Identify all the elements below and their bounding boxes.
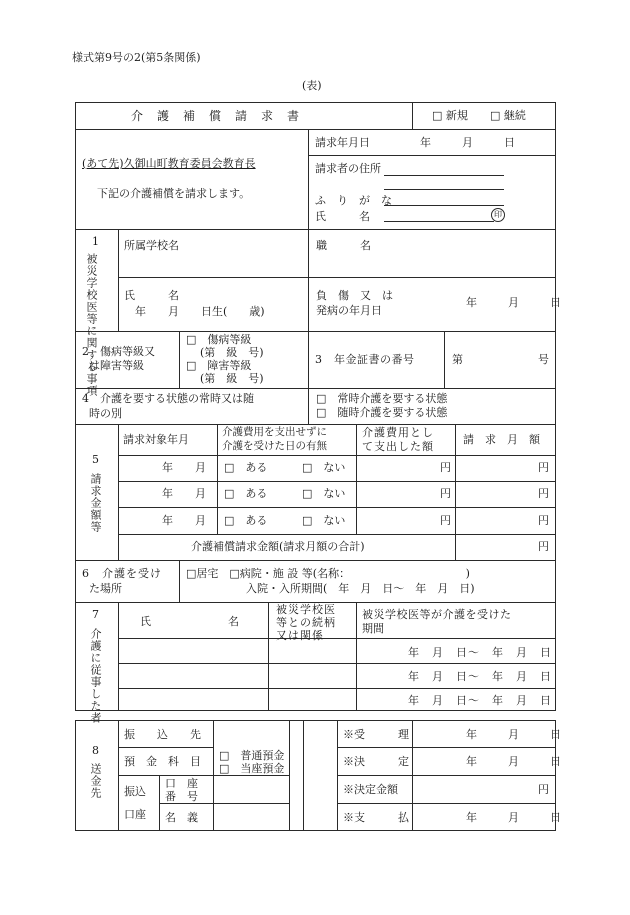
claim-row-month[interactable]: 年 月 bbox=[162, 487, 206, 500]
injury-label-2: 発病の年月日 bbox=[316, 304, 382, 317]
claim-row-month-yen[interactable]: 円 bbox=[538, 487, 549, 500]
rule bbox=[455, 424, 456, 560]
occasional-care-checkbox[interactable]: □ 随時介護を要する状態 bbox=[316, 406, 448, 419]
rule bbox=[179, 331, 180, 388]
rule bbox=[118, 534, 556, 535]
rule bbox=[356, 602, 357, 711]
school-label: 所属学校名 bbox=[124, 239, 179, 252]
request-text: 下記の介護補償を請求します。 bbox=[97, 187, 251, 200]
name-field[interactable] bbox=[384, 221, 494, 222]
rule bbox=[337, 747, 556, 748]
job-label: 職 名 bbox=[316, 239, 371, 252]
rule bbox=[75, 560, 556, 561]
victim-name-label: 氏 名 bbox=[124, 289, 179, 302]
current-deposit-checkbox[interactable]: □ 当座預金 bbox=[219, 762, 285, 775]
section-6-label-2: た場所 bbox=[89, 582, 122, 595]
claim-row-month-yen[interactable]: 円 bbox=[538, 461, 549, 474]
address-field[interactable] bbox=[384, 175, 504, 176]
claim-row-yen[interactable]: 円 bbox=[440, 487, 451, 500]
account-number-label-1: 口 座 bbox=[165, 777, 198, 790]
rule bbox=[159, 775, 160, 831]
section-2-label-1: 2 傷病等級又 bbox=[82, 345, 155, 358]
address-field-2[interactable] bbox=[384, 189, 504, 190]
claim-row-aru[interactable]: □ ある bbox=[224, 487, 268, 500]
transfer-account-label-1: 振込 bbox=[124, 785, 146, 798]
col-care-period-2: 期間 bbox=[362, 622, 384, 635]
col-relation-3: 又は関係 bbox=[276, 629, 324, 642]
rule bbox=[159, 803, 289, 804]
receipt-date: 年 月 日 bbox=[466, 728, 564, 741]
furigana-field[interactable] bbox=[384, 205, 504, 206]
claim-row-aru[interactable]: □ ある bbox=[224, 514, 268, 527]
care-period-row[interactable]: 年 月 日～ 年 月 日 bbox=[408, 646, 552, 659]
rule bbox=[118, 775, 289, 776]
section-5-number: 5 bbox=[92, 453, 99, 466]
rule bbox=[289, 720, 290, 831]
rule bbox=[118, 507, 556, 508]
section-1-number: 1 bbox=[92, 235, 99, 248]
rule bbox=[75, 388, 556, 389]
addressee: (あて先)久御山町教育委員会教育長 bbox=[82, 157, 256, 170]
transfer-account-label-2: 口座 bbox=[124, 808, 146, 821]
furigana-label: ふ り が な bbox=[315, 194, 392, 207]
col-caregiver-name: 氏 名 bbox=[140, 615, 239, 628]
rule bbox=[337, 775, 556, 776]
section-7-number: 7 bbox=[92, 608, 99, 621]
rule bbox=[308, 388, 309, 424]
rule bbox=[356, 424, 357, 534]
care-place-options[interactable]: □居宅 □病院・施 設 等(名称： ) bbox=[186, 567, 470, 580]
rule bbox=[75, 424, 556, 425]
rule bbox=[213, 720, 214, 831]
pension-dai: 第 bbox=[452, 353, 463, 366]
rule bbox=[217, 424, 218, 534]
section-1-title: 被災学校医等に関する事項 bbox=[85, 253, 98, 397]
col-relation-2: 等との続柄 bbox=[276, 616, 336, 629]
rule bbox=[444, 331, 445, 388]
care-period-row[interactable]: 年 月 日～ 年 月 日 bbox=[408, 694, 552, 707]
claim-row-yen[interactable]: 円 bbox=[440, 514, 451, 527]
col-no-expense-b: 介護を受けた日の有無 bbox=[222, 440, 327, 452]
claim-row-month-yen[interactable]: 円 bbox=[538, 514, 549, 527]
col-expense-a: 介護費用とし bbox=[362, 426, 434, 439]
claim-row-nai[interactable]: □ ない bbox=[302, 514, 346, 527]
rule bbox=[308, 129, 309, 331]
constant-care-checkbox[interactable]: □ 常時介護を要する状態 bbox=[316, 392, 448, 405]
rule bbox=[337, 720, 338, 831]
section-4-label-1: 4 介護を要する状態の常時又は随 bbox=[82, 392, 254, 405]
section-7-title: 介護に従事した者 bbox=[89, 628, 102, 724]
name-label: 氏 名 bbox=[315, 210, 370, 223]
new-checkbox[interactable]: □ 新規 bbox=[432, 109, 468, 122]
section-8-number: 8 bbox=[92, 744, 99, 757]
col-expense-b: て支出した額 bbox=[362, 440, 434, 453]
rule bbox=[308, 331, 309, 388]
rule bbox=[75, 229, 556, 230]
decided-amount-label: ※決定金額 bbox=[343, 783, 398, 796]
rule bbox=[412, 102, 413, 129]
claim-date[interactable]: 年 月 日 bbox=[420, 136, 518, 149]
claim-row-month[interactable]: 年 月 bbox=[162, 461, 206, 474]
rule bbox=[75, 331, 556, 332]
rule bbox=[75, 129, 556, 130]
rule bbox=[118, 481, 556, 482]
col-relation-1: 被災学校医 bbox=[276, 603, 336, 616]
section-8-title: 送金先 bbox=[89, 763, 102, 799]
section-4-label-2: 時の別 bbox=[89, 407, 122, 420]
col-claim-month: 請求対象年月 bbox=[123, 433, 189, 446]
ordinary-deposit-checkbox[interactable]: □ 普通預金 bbox=[219, 749, 285, 762]
total-label: 介護補償請求金額(請求月額の合計) bbox=[191, 540, 365, 553]
payment-label: ※支 払 bbox=[343, 811, 409, 824]
form-side: (表) bbox=[302, 79, 322, 92]
total-yen[interactable]: 円 bbox=[538, 540, 549, 553]
injury-date[interactable]: 年 月 日 bbox=[466, 296, 564, 309]
form-title: 介 護 補 償 請 求 書 bbox=[131, 109, 301, 123]
injury-grade-value[interactable]: (第 級 号) bbox=[200, 346, 264, 359]
admission-period[interactable]: 入院・入所期間( 年 月 日～ 年 月 日) bbox=[246, 582, 475, 595]
section-2-label-2: は障害等級 bbox=[89, 359, 144, 372]
injury-label-1: 負 傷 又 は bbox=[316, 289, 393, 302]
rule bbox=[118, 747, 213, 748]
claim-row-nai[interactable]: □ ない bbox=[302, 487, 346, 500]
rule bbox=[118, 277, 556, 278]
rule bbox=[412, 720, 413, 831]
rule bbox=[118, 663, 556, 664]
receipt-label: ※受 理 bbox=[343, 728, 409, 741]
account-holder-label: 名 義 bbox=[165, 811, 198, 824]
decision-label: ※決 定 bbox=[343, 755, 409, 768]
birth-label: 年 月 日生( 歳) bbox=[135, 305, 265, 318]
continue-checkbox[interactable]: □ 継続 bbox=[490, 109, 526, 122]
section-3-label: 3 年金証書の番号 bbox=[315, 353, 415, 366]
payment-date: 年 月 日 bbox=[466, 811, 564, 824]
rule bbox=[308, 155, 556, 156]
account-number-label-2: 番 号 bbox=[165, 790, 198, 803]
rule bbox=[118, 455, 556, 456]
rule bbox=[179, 560, 180, 602]
injury-grade-checkbox[interactable]: □ 傷病等級 bbox=[186, 333, 252, 346]
address-label: 請求者の住所 bbox=[315, 162, 381, 175]
col-care-period-1: 被災学校医等が介護を受けた bbox=[362, 608, 512, 621]
disability-grade-value[interactable]: (第 級 号) bbox=[200, 372, 264, 385]
decision-date: 年 月 日 bbox=[466, 755, 564, 768]
rule bbox=[337, 803, 556, 804]
rule bbox=[118, 688, 556, 689]
rule bbox=[303, 720, 304, 831]
form-id: 様式第9号の2(第5条関係) bbox=[72, 51, 201, 64]
transfer-to-label: 振 込 先 bbox=[124, 728, 201, 741]
section-5-title: 請求金額等 bbox=[89, 473, 102, 533]
col-no-expense-a: 介護費用を支出せずに bbox=[222, 426, 327, 438]
seal-icon: 印 bbox=[491, 208, 505, 222]
pension-go: 号 bbox=[538, 353, 549, 366]
rule bbox=[118, 424, 119, 560]
rule bbox=[118, 602, 119, 711]
col-monthly-amount: 請 求 月 額 bbox=[463, 433, 540, 446]
claim-row-nai[interactable]: □ ない bbox=[302, 461, 346, 474]
claim-date-label: 請求年月日 bbox=[315, 136, 370, 149]
rule bbox=[118, 720, 119, 831]
claim-row-aru[interactable]: □ ある bbox=[224, 461, 268, 474]
deposit-type-label: 預 金 科 目 bbox=[124, 755, 201, 768]
claim-row-yen[interactable]: 円 bbox=[440, 461, 451, 474]
claim-row-month[interactable]: 年 月 bbox=[162, 514, 206, 527]
disability-grade-checkbox[interactable]: □ 障害等級 bbox=[186, 359, 252, 372]
rule bbox=[118, 638, 556, 639]
care-period-row[interactable]: 年 月 日～ 年 月 日 bbox=[408, 670, 552, 683]
decided-amount-yen: 円 bbox=[538, 783, 549, 796]
rule bbox=[268, 602, 269, 711]
rule bbox=[118, 229, 119, 331]
section-6-label-1: 6 介護を受け bbox=[82, 567, 162, 580]
